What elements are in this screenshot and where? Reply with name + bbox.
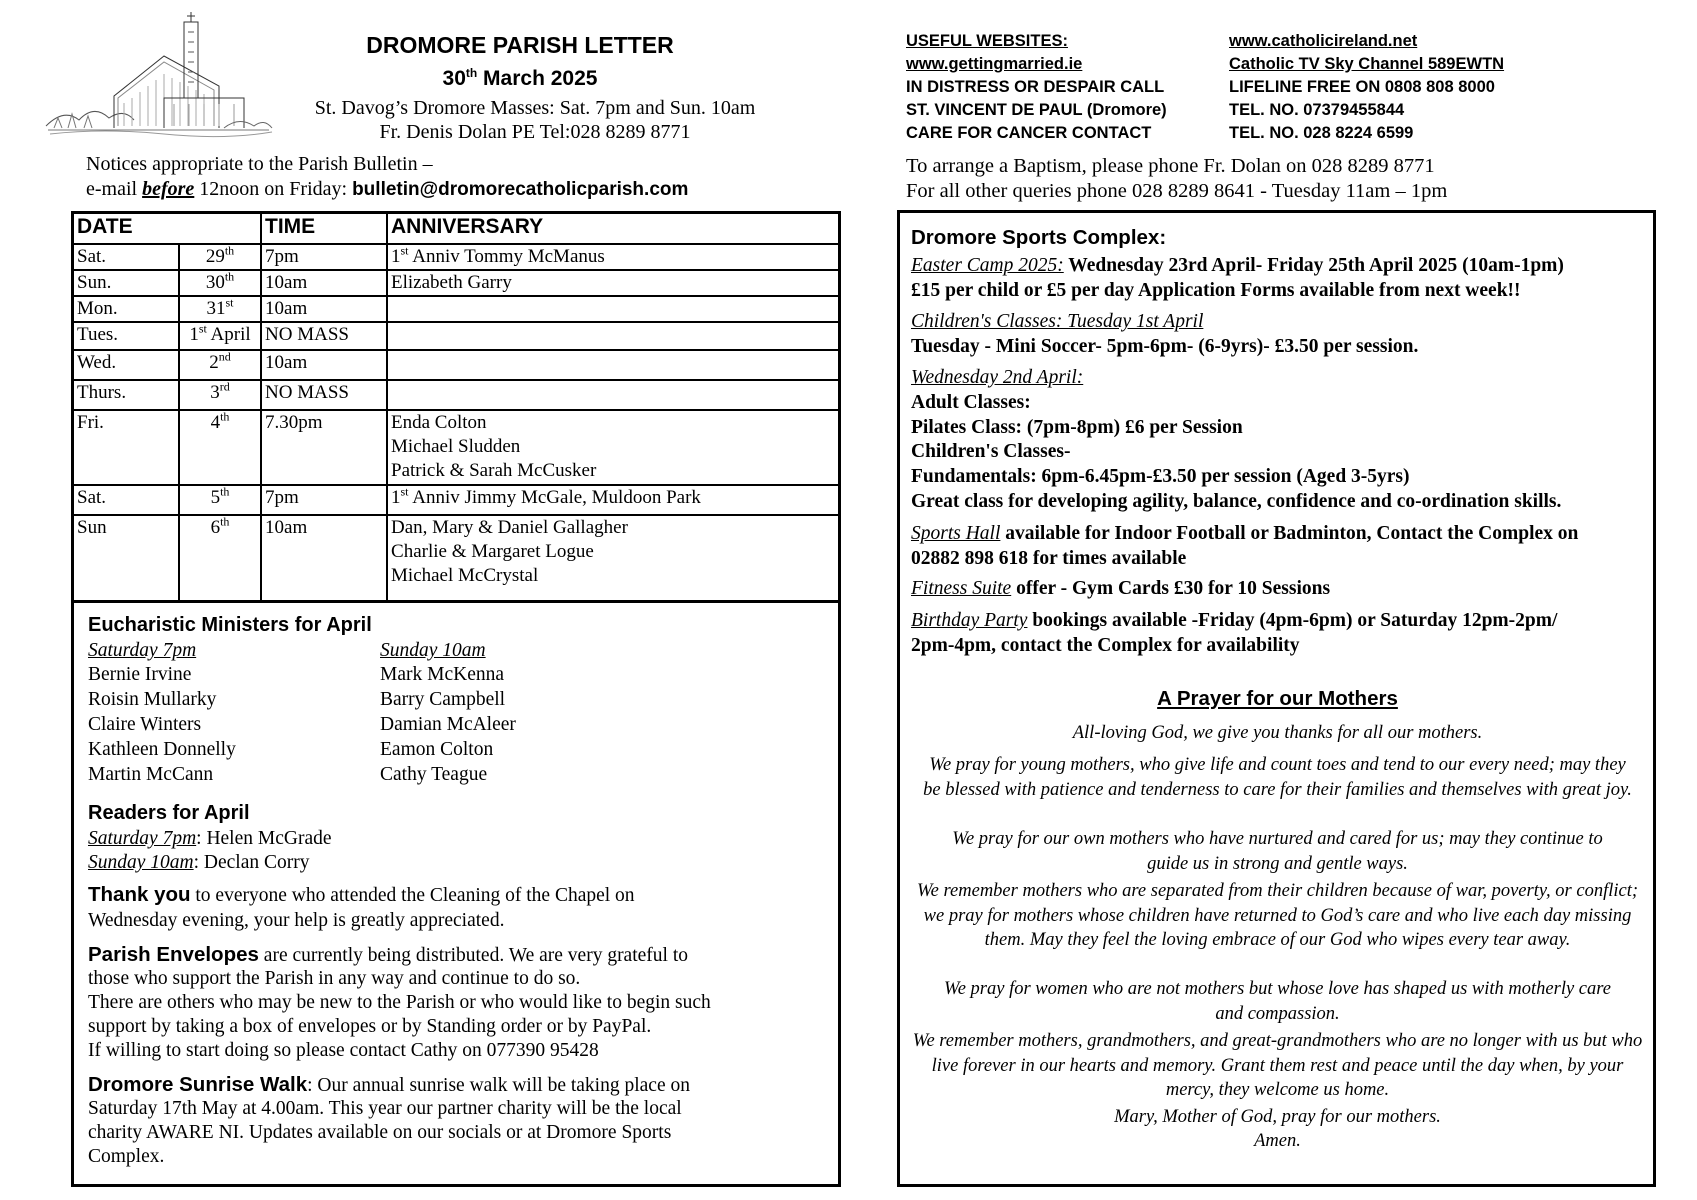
- row-anniversary: Enda Colton Michael Sludden Patrick & Sarah McCusker: [387, 410, 838, 485]
- row-date: 31st: [179, 296, 261, 322]
- envelopes-notice-line: support by taking a box of envelopes or by Standing order or by PayPal.: [88, 1016, 652, 1037]
- row-time: 7.30pm: [261, 410, 387, 485]
- adult-classes: Adult Classes:: [911, 392, 1031, 413]
- fitness-suite: Fitness Suite offer - Gym Cards £30 for 10 Sessions: [911, 578, 1331, 599]
- readers-saturday: Saturday 7pm: Helen McGrade: [88, 828, 332, 849]
- notices-line-1: Notices appropriate to the Parish Bulletin –: [86, 153, 433, 175]
- bulletin-email-link[interactable]: bulletin@dromorecatholicparish.com: [352, 179, 689, 200]
- sports-hall-line: 02882 898 618 for times available: [911, 548, 1187, 569]
- row-anniversary: [387, 296, 838, 322]
- table-row: [74, 410, 838, 485]
- sports-complex-box: [897, 210, 1656, 1187]
- table-row: [74, 244, 838, 270]
- distress-label: IN DISTRESS OR DESPAIR CALL: [906, 78, 1165, 96]
- cancer-phone: TEL. NO. 028 8224 6599: [1229, 124, 1414, 142]
- birthday-party: Birthday Party bookings available -Friday (4pm-6pm) or Saturday 12pm-2pm/: [911, 610, 1558, 631]
- catholic-tv-channel: Catholic TV Sky Channel 589EWTN: [1229, 55, 1505, 73]
- ministers-saturday-label: Saturday 7pm: [88, 640, 197, 661]
- table-row: [74, 296, 838, 322]
- prayer-paragraph: All-loving God, we give you thanks for all our mothers.: [1072, 723, 1483, 743]
- easter-camp-price: £15 per child or £5 per day Application Forms available from next week!!: [911, 280, 1521, 301]
- row-anniversary: Elizabeth Garry: [387, 270, 838, 296]
- list-item: Eamon Colton: [380, 739, 494, 760]
- bulletin-title: DROMORE PARISH LETTER: [366, 32, 674, 58]
- row-time: 10am: [261, 350, 387, 380]
- prayer-paragraph: Mary, Mother of God, pray for our mothers.: [1114, 1107, 1441, 1127]
- list-item: Bernie Irvine: [88, 664, 192, 685]
- row-anniversary: [387, 380, 838, 410]
- birthday-party-line: 2pm-4pm, contact the Complex for availability: [911, 635, 1300, 656]
- row-time: 7pm: [261, 244, 387, 270]
- svp-phone: TEL. NO. 07379455844: [1229, 101, 1405, 119]
- row-time: NO MASS: [261, 322, 387, 350]
- prayer-paragraph: We pray for women who are not mothers but whose love has shaped us with motherly care and compassion.: [944, 979, 1611, 1024]
- sports-hall: Sports Hall available for Indoor Football or Badminton, Contact the Complex on: [911, 523, 1579, 544]
- row-day: Tues.: [74, 322, 179, 350]
- list-item: Barry Campbell: [380, 689, 506, 710]
- row-date: 5th: [179, 485, 261, 515]
- church-sketch-logo: [44, 8, 274, 148]
- list-item: Martin McCann: [88, 764, 214, 785]
- envelopes-notice-line: There are others who may be new to the Parish or who would like to begin such: [88, 992, 711, 1013]
- row-day: Sat.: [74, 244, 179, 270]
- sunrise-walk-line: Complex.: [88, 1146, 165, 1167]
- row-date: 6th: [179, 515, 261, 600]
- row-date: 1st April: [179, 322, 261, 350]
- row-time: NO MASS: [261, 380, 387, 410]
- mass-schedule-table: [71, 211, 841, 603]
- row-day: Wed.: [74, 350, 179, 380]
- row-time: 10am: [261, 296, 387, 322]
- thank-you-notice: Thank you to everyone who attended the Cleaning of the Chapel on: [88, 883, 635, 906]
- row-anniversary: [387, 322, 838, 350]
- list-item: Mark McKenna: [380, 664, 504, 685]
- row-anniversary: [387, 350, 838, 380]
- readers-sunday: Sunday 10am: Declan Corry: [88, 852, 310, 873]
- prayer-amen: Amen.: [1254, 1131, 1301, 1151]
- table-row: [74, 350, 838, 380]
- childrens-classes-label: Children's Classes: Tuesday 1st April: [911, 311, 1204, 332]
- list-item: Roisin Mullarky: [88, 689, 217, 710]
- row-day: Thurs.: [74, 380, 179, 410]
- row-time: 7pm: [261, 485, 387, 515]
- table-row: [74, 380, 838, 410]
- prayer-paragraph: We pray for young mothers, who give life and count toes and tend to our every need; may they be blessed with patience and tenderness to care for their families and themselves with great joy.: [923, 755, 1632, 800]
- easter-camp: Easter Camp 2025: Wednesday 23rd April- Friday 25th April 2025 (10am-1pm): [911, 255, 1564, 276]
- row-date: 2nd: [179, 350, 261, 380]
- table-row: [74, 485, 838, 515]
- envelopes-notice: Parish Envelopes are currently being distributed. We are very grateful to: [88, 943, 688, 966]
- row-day: Sun.: [74, 270, 179, 296]
- sports-heading: Dromore Sports Complex:: [911, 226, 1167, 249]
- row-day: Sun: [74, 515, 179, 600]
- row-anniversary: 1st Anniv Jimmy McGale, Muldoon Park: [387, 485, 838, 515]
- readers-heading: Readers for April: [88, 802, 250, 824]
- row-time: 10am: [261, 515, 387, 600]
- sunrise-walk-line: charity AWARE NI. Updates available on our socials or at Dromore Sports: [88, 1122, 672, 1143]
- row-anniversary: 1st Anniv Tommy McManus: [387, 244, 838, 270]
- prayer-paragraph: We pray for our own mothers who have nurtured and cared for us; may they continue to guide us in strong and gentle ways.: [952, 829, 1603, 874]
- row-date: 4th: [179, 410, 261, 485]
- notices-line-2: e-mail before 12noon on Friday: bulletin@dromorecatholicparish.com: [86, 178, 689, 200]
- mass-times: St. Davog’s Dromore Masses: Sat. 7pm and Sun. 10am: [314, 97, 756, 119]
- anniversary-column-header: ANNIVERSARY: [387, 214, 838, 244]
- table-row: [74, 270, 838, 296]
- pilates-class: Pilates Class: (7pm-8pm) £6 per Session: [911, 417, 1243, 438]
- list-item: Kathleen Donnelly: [88, 739, 236, 760]
- list-item: Damian McAleer: [380, 714, 516, 735]
- sunrise-walk-notice: Dromore Sunrise Walk: Our annual sunrise walk will be taking place on: [88, 1073, 690, 1096]
- row-date: 29th: [179, 244, 261, 270]
- lifeline-number: LIFELINE FREE ON 0808 808 8000: [1229, 78, 1495, 96]
- mini-soccer: Tuesday - Mini Soccer- 5pm-6pm- (6-9yrs)- £3.50 per session.: [911, 336, 1419, 357]
- gettingmarried-link[interactable]: www.gettingmarried.ie: [906, 55, 1083, 73]
- baptism-contact: To arrange a Baptism, please phone Fr. Dolan on 028 8289 8771: [906, 155, 1435, 177]
- table-row: [74, 515, 838, 600]
- thank-you-notice-line: Wednesday evening, your help is greatly appreciated.: [88, 910, 505, 931]
- date-column-header: DATE: [74, 214, 261, 244]
- childrens-classes: Children's Classes-: [911, 441, 1071, 462]
- catholicireland-link[interactable]: www.catholicireland.net: [1229, 32, 1418, 50]
- class-description: Great class for developing agility, balance, confidence and co-ordination skills.: [911, 491, 1562, 512]
- row-anniversary: Dan, Mary & Daniel Gallagher Charlie & Margaret Logue Michael McCrystal: [387, 515, 838, 600]
- time-column-header: TIME: [261, 214, 387, 244]
- svp-label: ST. VINCENT DE PAUL (Dromore): [906, 101, 1167, 119]
- prayer-paragraph: We remember mothers who are separated from their children because of war, poverty, or conflict; we pray for mothers whose children have returned to God’s care and who live each day missing them. May they feel the loving embrace of our God who wipes every tear away.: [916, 881, 1639, 950]
- table-row: [74, 322, 838, 350]
- ministers-heading: Eucharistic Ministers for April: [88, 614, 372, 636]
- wednesday-label: Wednesday 2nd April:: [911, 367, 1084, 388]
- list-item: Cathy Teague: [380, 764, 488, 785]
- row-date: 3rd: [179, 380, 261, 410]
- envelopes-notice-line: those who support the Parish in any way and continue to do so.: [88, 968, 581, 989]
- cancer-label: CARE FOR CANCER CONTACT: [906, 124, 1152, 142]
- prayer-title: A Prayer for our Mothers: [1157, 687, 1398, 710]
- envelopes-notice-line: If willing to start doing so please contact Cathy on 077390 95428: [88, 1040, 599, 1061]
- ministers-sunday-label: Sunday 10am: [380, 640, 486, 661]
- queries-contact: For all other queries phone 028 8289 8641 - Tuesday 11am – 1pm: [906, 180, 1448, 202]
- row-day: Sat.: [74, 485, 179, 515]
- priest-contact: Fr. Denis Dolan PE Tel:028 8289 8771: [379, 121, 691, 143]
- list-item: Claire Winters: [88, 714, 202, 735]
- fundamentals-class: Fundamentals: 6pm-6.45pm-£3.50 per session (Aged 3-5yrs): [911, 466, 1410, 487]
- row-day: Fri.: [74, 410, 179, 485]
- useful-websites-label: USEFUL WEBSITES:: [906, 32, 1068, 50]
- parish-notices-box: [71, 603, 841, 1187]
- sunrise-walk-line: Saturday 17th May at 4.00am. This year our partner charity will be the local: [88, 1098, 682, 1119]
- row-date: 30th: [179, 270, 261, 296]
- row-day: Mon.: [74, 296, 179, 322]
- row-time: 10am: [261, 270, 387, 296]
- prayer-paragraph: We remember mothers, grandmothers, and great-grandmothers who are no longer with us but who live forever in our hearts and memory. Grant them rest and peace until the day when, by your mercy, they welcome us home.: [912, 1031, 1643, 1100]
- bulletin-date: 30th March 2025: [442, 66, 598, 90]
